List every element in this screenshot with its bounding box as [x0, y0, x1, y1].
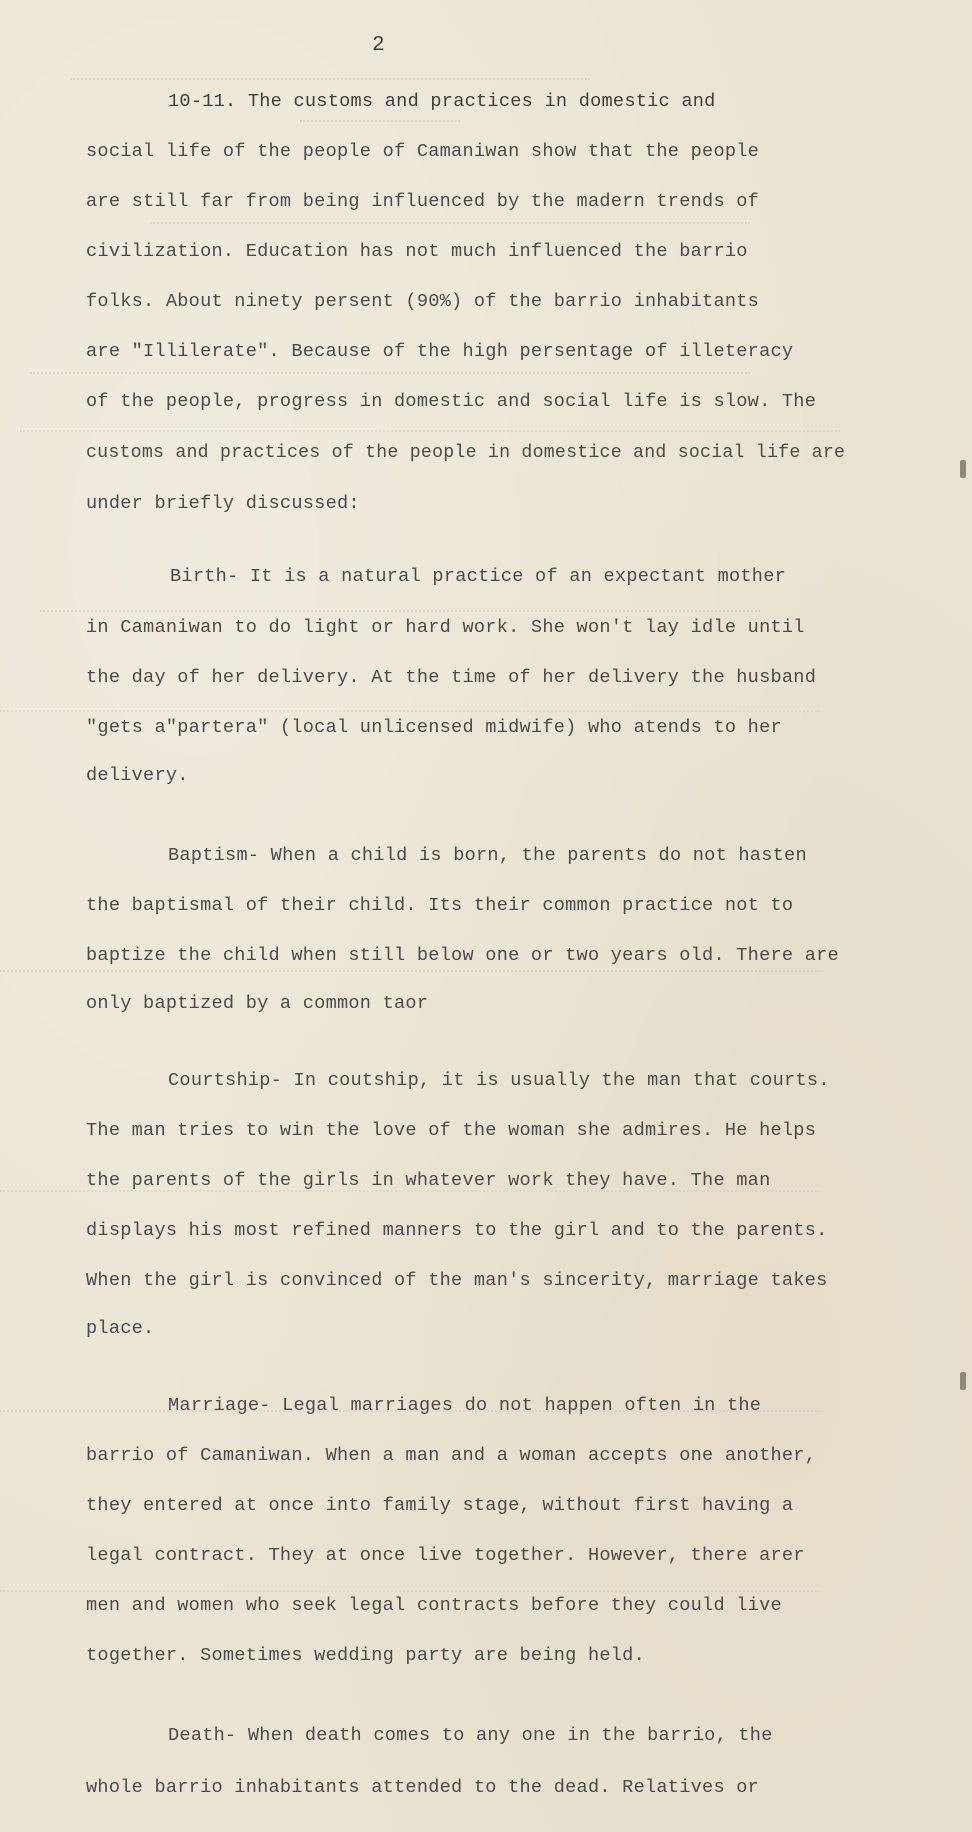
text-line: delivery.: [86, 765, 189, 786]
text-line: Baptism- When a child is born, the parents do not hasten: [168, 845, 807, 866]
bleed-through: [70, 64, 590, 80]
text-line: Death- When death comes to any one in the barrio, the: [168, 1725, 773, 1746]
text-line: in Camaniwan to do light or hard work. She won't lay idle until: [86, 617, 805, 638]
edge-mark: [960, 460, 966, 478]
text-line: they entered at once into family stage, without first having a: [86, 1495, 794, 1516]
bleed-through: [0, 1580, 820, 1592]
bleed-through: [0, 700, 820, 712]
text-line: Courtship- In coutship, it is usually the man that courts.: [168, 1070, 830, 1091]
text-line: of the people, progress in domestic and social life is slow. The: [86, 391, 817, 412]
text-line: legal contract. They at once live together. However, there arer: [86, 1545, 805, 1566]
text-line: only baptized by a common taor: [86, 993, 429, 1014]
edge-mark: [960, 1372, 966, 1390]
text-line: the day of her delivery. At the time of her delivery the husband: [86, 667, 817, 688]
text-line: social life of the people of Camaniwan show that the people: [86, 141, 760, 162]
text-line: customs and practices of the people in domestice and social life are: [86, 443, 846, 463]
text-line: "gets a"partera" (local unlicensed midwife) who atends to her: [86, 717, 782, 738]
bleed-through: [30, 362, 750, 374]
text-line: together. Sometimes wedding party are being held.: [86, 1645, 645, 1666]
text-line: barrio of Camaniwan. When a man and a woman accepts one another,: [86, 1445, 817, 1466]
text-line: When the girl is convinced of the man's sincerity, marriage takes: [86, 1270, 828, 1291]
bleed-through: [20, 420, 840, 432]
text-line: civilization. Education has not much influenced the barrio: [86, 241, 748, 262]
text-line: 10-11. The customs and practices in domestic and: [168, 91, 716, 112]
text-line: folks. About ninety persent (90%) of the barrio inhabitants: [86, 291, 760, 312]
text-line: place.: [86, 1318, 155, 1339]
text-line: under briefly discussed:: [86, 493, 360, 514]
text-line: men and women who seek legal contracts before they could live: [86, 1595, 782, 1616]
bleed-through: [40, 600, 760, 612]
page-number: 2: [372, 34, 385, 57]
text-line: displays his most refined manners to the girl and to the parents.: [86, 1220, 828, 1241]
text-line: whole barrio inhabitants attended to the dead. Relatives or: [86, 1777, 760, 1798]
text-line: the parents of the girls in whatever work they have. The man: [86, 1170, 771, 1191]
text-line: the baptismal of their child. Its their common practice not to: [86, 895, 794, 916]
text-line: Marriage- Legal marriages do not happen often in the: [168, 1395, 762, 1416]
text-line: Birth- It is a natural practice of an expectant mother: [170, 566, 787, 587]
bleed-through: [150, 212, 750, 224]
text-line: The man tries to win the love of the woman she admires. He helps: [86, 1120, 817, 1141]
text-line: are "Illilerate". Because of the high persentage of illeteracy: [86, 341, 794, 362]
text-line: baptize the child when still below one or two years old. There are: [86, 945, 839, 966]
text-line: are still far from being influenced by the madern trends of: [86, 191, 760, 212]
